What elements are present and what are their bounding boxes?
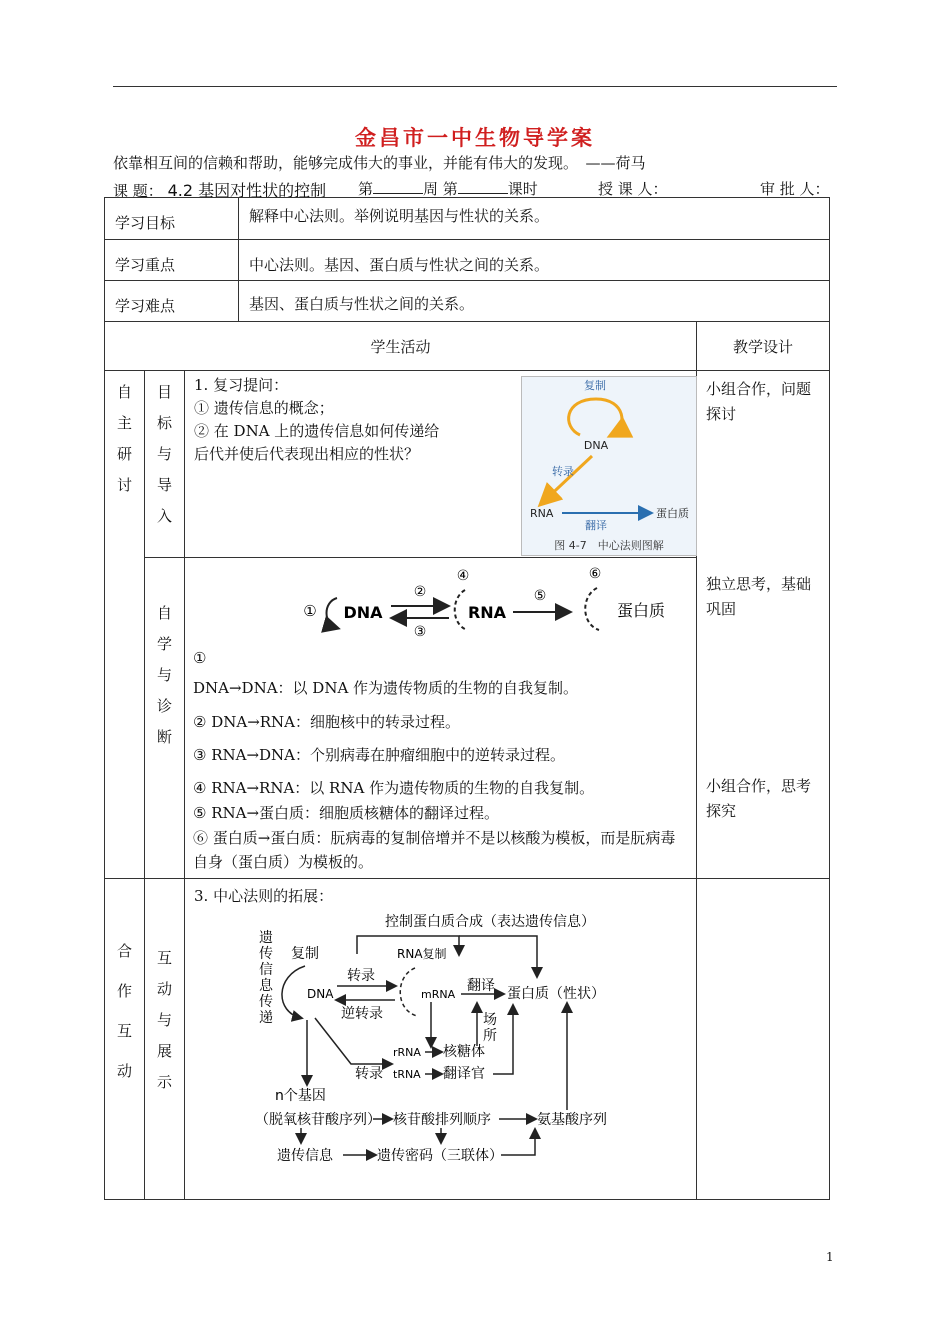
fig3-genes: n个基因	[275, 1088, 326, 1104]
fig3-transcription2: 转录	[355, 1066, 383, 1082]
fig3-place-0: 场	[483, 1012, 497, 1028]
goal-label: 学习目标	[105, 198, 239, 240]
fig2-n4: ④	[456, 568, 470, 584]
fig1-caption: 图 4-7 中心法则图解	[554, 539, 664, 552]
topic-label: 课 题：	[113, 182, 163, 200]
list-item: ② DNA→RNA：细胞核中的转录过程。	[193, 713, 461, 731]
central-dogma-figure	[521, 376, 697, 556]
approver-label: 审 批 人：	[760, 180, 830, 198]
topic: 4.2 基因对性状的控制	[167, 181, 327, 200]
fig2-n1: ①	[303, 602, 317, 620]
fig1-translation: 翻译	[585, 519, 607, 532]
fig3-ribosome: 核糖体	[443, 1044, 485, 1060]
fig2-rna: RNA	[467, 603, 507, 622]
design-empty	[697, 879, 830, 1200]
list-item: ①	[193, 649, 207, 667]
column-header-row	[105, 322, 830, 371]
dogma-arrows-figure	[185, 558, 685, 640]
page-number: 1	[826, 1250, 834, 1264]
activity-header: 学生活动	[105, 322, 697, 371]
fig3-side-5: 递	[259, 1010, 273, 1026]
fig3-translator: 翻译官	[443, 1066, 485, 1082]
section2-row	[105, 879, 830, 1200]
section2-sublabel: 互 动 与 展 示	[145, 879, 185, 1200]
teacher-label: 授 课 人：	[598, 180, 668, 198]
goal-text: 基因、蛋白质与性状之间的关系。	[239, 281, 830, 322]
diagnosis-cell	[185, 558, 697, 879]
fig3-transcription: 转录	[347, 968, 375, 984]
week-blank[interactable]	[373, 181, 423, 194]
review-q3: 后代并使后代表现出相应的性状？	[194, 445, 420, 463]
fig3-seq: （脱氧核苷酸序列）	[255, 1112, 381, 1128]
fig3-top: 控制蛋白质合成（表达遗传信息）	[385, 914, 595, 930]
goal-label: 学习难点	[105, 281, 239, 322]
section2-label: 合 作 互 动	[105, 879, 145, 1200]
fig3-side-3: 息	[259, 978, 273, 994]
fig3-aa-seq: 氨基酸序列	[537, 1112, 607, 1128]
design-header: 教学设计	[697, 322, 830, 371]
design-column	[697, 371, 830, 879]
fig2-dna: DNA	[343, 603, 383, 622]
goal-text: 中心法则。基因、蛋白质与性状之间的关系。	[239, 240, 830, 281]
quote: 依靠相互间的信赖和帮助，能够完成伟大的事业，并能有伟大的发现。 ——荷马	[113, 154, 646, 172]
fig1-rna: RNA	[530, 507, 554, 520]
sub1-label: 目 标 与 导 入	[145, 371, 185, 558]
fig3-side-2: 信	[259, 962, 273, 978]
fig3-side-0: 遗	[259, 930, 273, 946]
fig3-replication: 复制	[291, 946, 319, 962]
fig3-place-1: 所	[483, 1028, 497, 1044]
extension-cell	[185, 879, 697, 1200]
fig2-n6: ⑥	[588, 566, 602, 582]
section1-row1	[105, 371, 830, 558]
fig3-reverse: 逆转录	[341, 1006, 383, 1022]
list-item: DNA→DNA：以 DNA 作为遗传物质的生物的自我复制。	[193, 679, 579, 697]
fig3-rrna: rRNA	[393, 1046, 421, 1059]
fig3-mrna: mRNA	[421, 988, 456, 1001]
period-blank[interactable]	[458, 181, 508, 194]
fig2-n2: ②	[413, 584, 427, 600]
extended-dogma-figure	[245, 906, 705, 1171]
fig1-protein: 蛋白质	[656, 507, 689, 520]
design-note-1: 小组合作，问题探讨	[706, 380, 812, 423]
sub2-label: 自 学 与 诊 断	[145, 558, 185, 879]
fig3-dna: DNA	[307, 987, 334, 1001]
review-title: 1. 复习提问：	[194, 376, 289, 394]
review-q1: ① 遗传信息的概念；	[194, 399, 334, 417]
fig3-nuc-order: 核苷酸排列顺序	[393, 1112, 491, 1128]
fig1-dna: DNA	[583, 439, 609, 452]
design-note-3: 小组合作，思考探究	[706, 777, 812, 820]
fig2-n5: ⑤	[533, 588, 547, 604]
design-note-2: 独立思考，基础巩固	[706, 575, 812, 618]
list-item: ④ RNA→RNA：以 RNA 作为遗传物质的生物的自我复制。	[193, 779, 595, 797]
fig3-side-1: 传	[259, 946, 273, 962]
list-item: ⑤ RNA→蛋白质：细胞质核糖体的翻译过程。	[193, 804, 500, 822]
review-cell	[185, 371, 697, 558]
goal-row	[105, 240, 830, 281]
goal-row	[105, 198, 830, 240]
fig3-codon: 遗传密码（三联体）	[377, 1148, 503, 1164]
top-rule	[113, 86, 837, 87]
list-item: ③ RNA→DNA：个别病毒在肿瘤细胞中的逆转录过程。	[193, 746, 566, 764]
fig2-protein: 蛋白质	[616, 601, 666, 620]
dogma-list	[185, 640, 696, 878]
section1-label: 自 主 研 讨	[105, 371, 145, 879]
fig3-side-4: 传	[259, 994, 273, 1010]
fig3-info: 遗传信息	[277, 1148, 333, 1164]
extension-title: 3. 中心法则的拓展：	[194, 887, 334, 905]
schedule-line: 第 周 第 课时	[358, 180, 538, 198]
lesson-table	[104, 197, 830, 1200]
fig3-rna-rep: RNA复制	[397, 947, 447, 961]
fig3-protein: 蛋白质（性状）	[507, 986, 605, 1002]
page-title: 金昌市一中生物导学案	[355, 126, 595, 150]
goal-label: 学习重点	[105, 240, 239, 281]
fig1-replication: 复制	[584, 379, 606, 392]
goal-text: 解释中心法则。举例说明基因与性状的关系。	[239, 198, 830, 240]
fig3-trna: tRNA	[393, 1068, 421, 1081]
goal-row	[105, 281, 830, 322]
fig2-n3: ③	[413, 624, 427, 640]
fig1-transcription: 转录	[552, 465, 574, 478]
fig3-translation: 翻译	[467, 978, 495, 994]
review-q2: ② 在 DNA 上的遗传信息如何传递给	[194, 422, 440, 440]
list-item: ⑥ 蛋白质→蛋白质：朊病毒的复制倍增并不是以核酸为模板，而是朊病毒自身（蛋白质）为模板的。	[193, 829, 676, 871]
